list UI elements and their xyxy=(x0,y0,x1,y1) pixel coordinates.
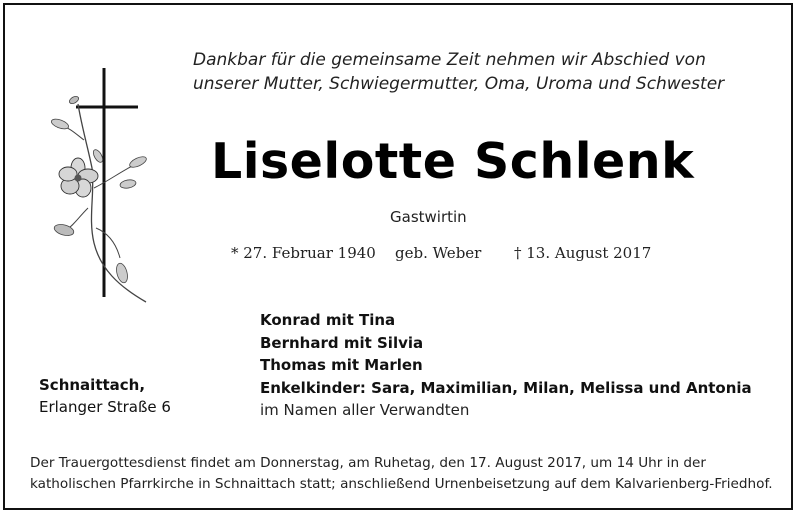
family-member: Thomas mit Marlen xyxy=(260,356,423,374)
occupation: Gastwirtin xyxy=(390,208,467,226)
maiden-name: geb. Weber xyxy=(395,244,482,262)
deceased-name: Liselotte Schlenk xyxy=(211,133,695,190)
family-list xyxy=(260,309,752,422)
family-grandchildren: Enkelkinder: Sara, Maximilian, Milan, Melissa und Antonia xyxy=(260,378,752,397)
death-date: † 13. August 2017 xyxy=(514,244,652,262)
birth-date: * 27. Februar 1940 xyxy=(231,244,376,262)
address-street: Erlanger Straße 6 xyxy=(39,398,171,416)
address-block xyxy=(39,374,171,418)
intro-text xyxy=(193,48,724,96)
service-line-2: katholischen Pfarrkirche in Schnaittach statt; anschließend Urnenbeisetzung auf dem Kalvarienberg-Friedhof. xyxy=(30,476,773,492)
family-member: Konrad mit Tina xyxy=(260,311,396,329)
cross-with-flower-icon xyxy=(48,68,158,308)
address-town: Schnaittach, xyxy=(39,376,146,394)
intro-line-1: Dankbar für die gemeinsame Zeit nehmen wir Abschied von xyxy=(193,50,706,70)
family-closing: im Namen aller Verwandten xyxy=(260,401,470,419)
family-member: Bernhard mit Silvia xyxy=(260,333,424,352)
service-line-1: Der Trauergottesdienst findet am Donnerstag, am Ruhetag, den 17. August 2017, um 14 Uhr in der xyxy=(30,455,706,471)
intro-line-2: unserer Mutter, Schwiegermutter, Oma, Uroma und Schwester xyxy=(193,74,725,94)
service-info xyxy=(30,453,778,495)
